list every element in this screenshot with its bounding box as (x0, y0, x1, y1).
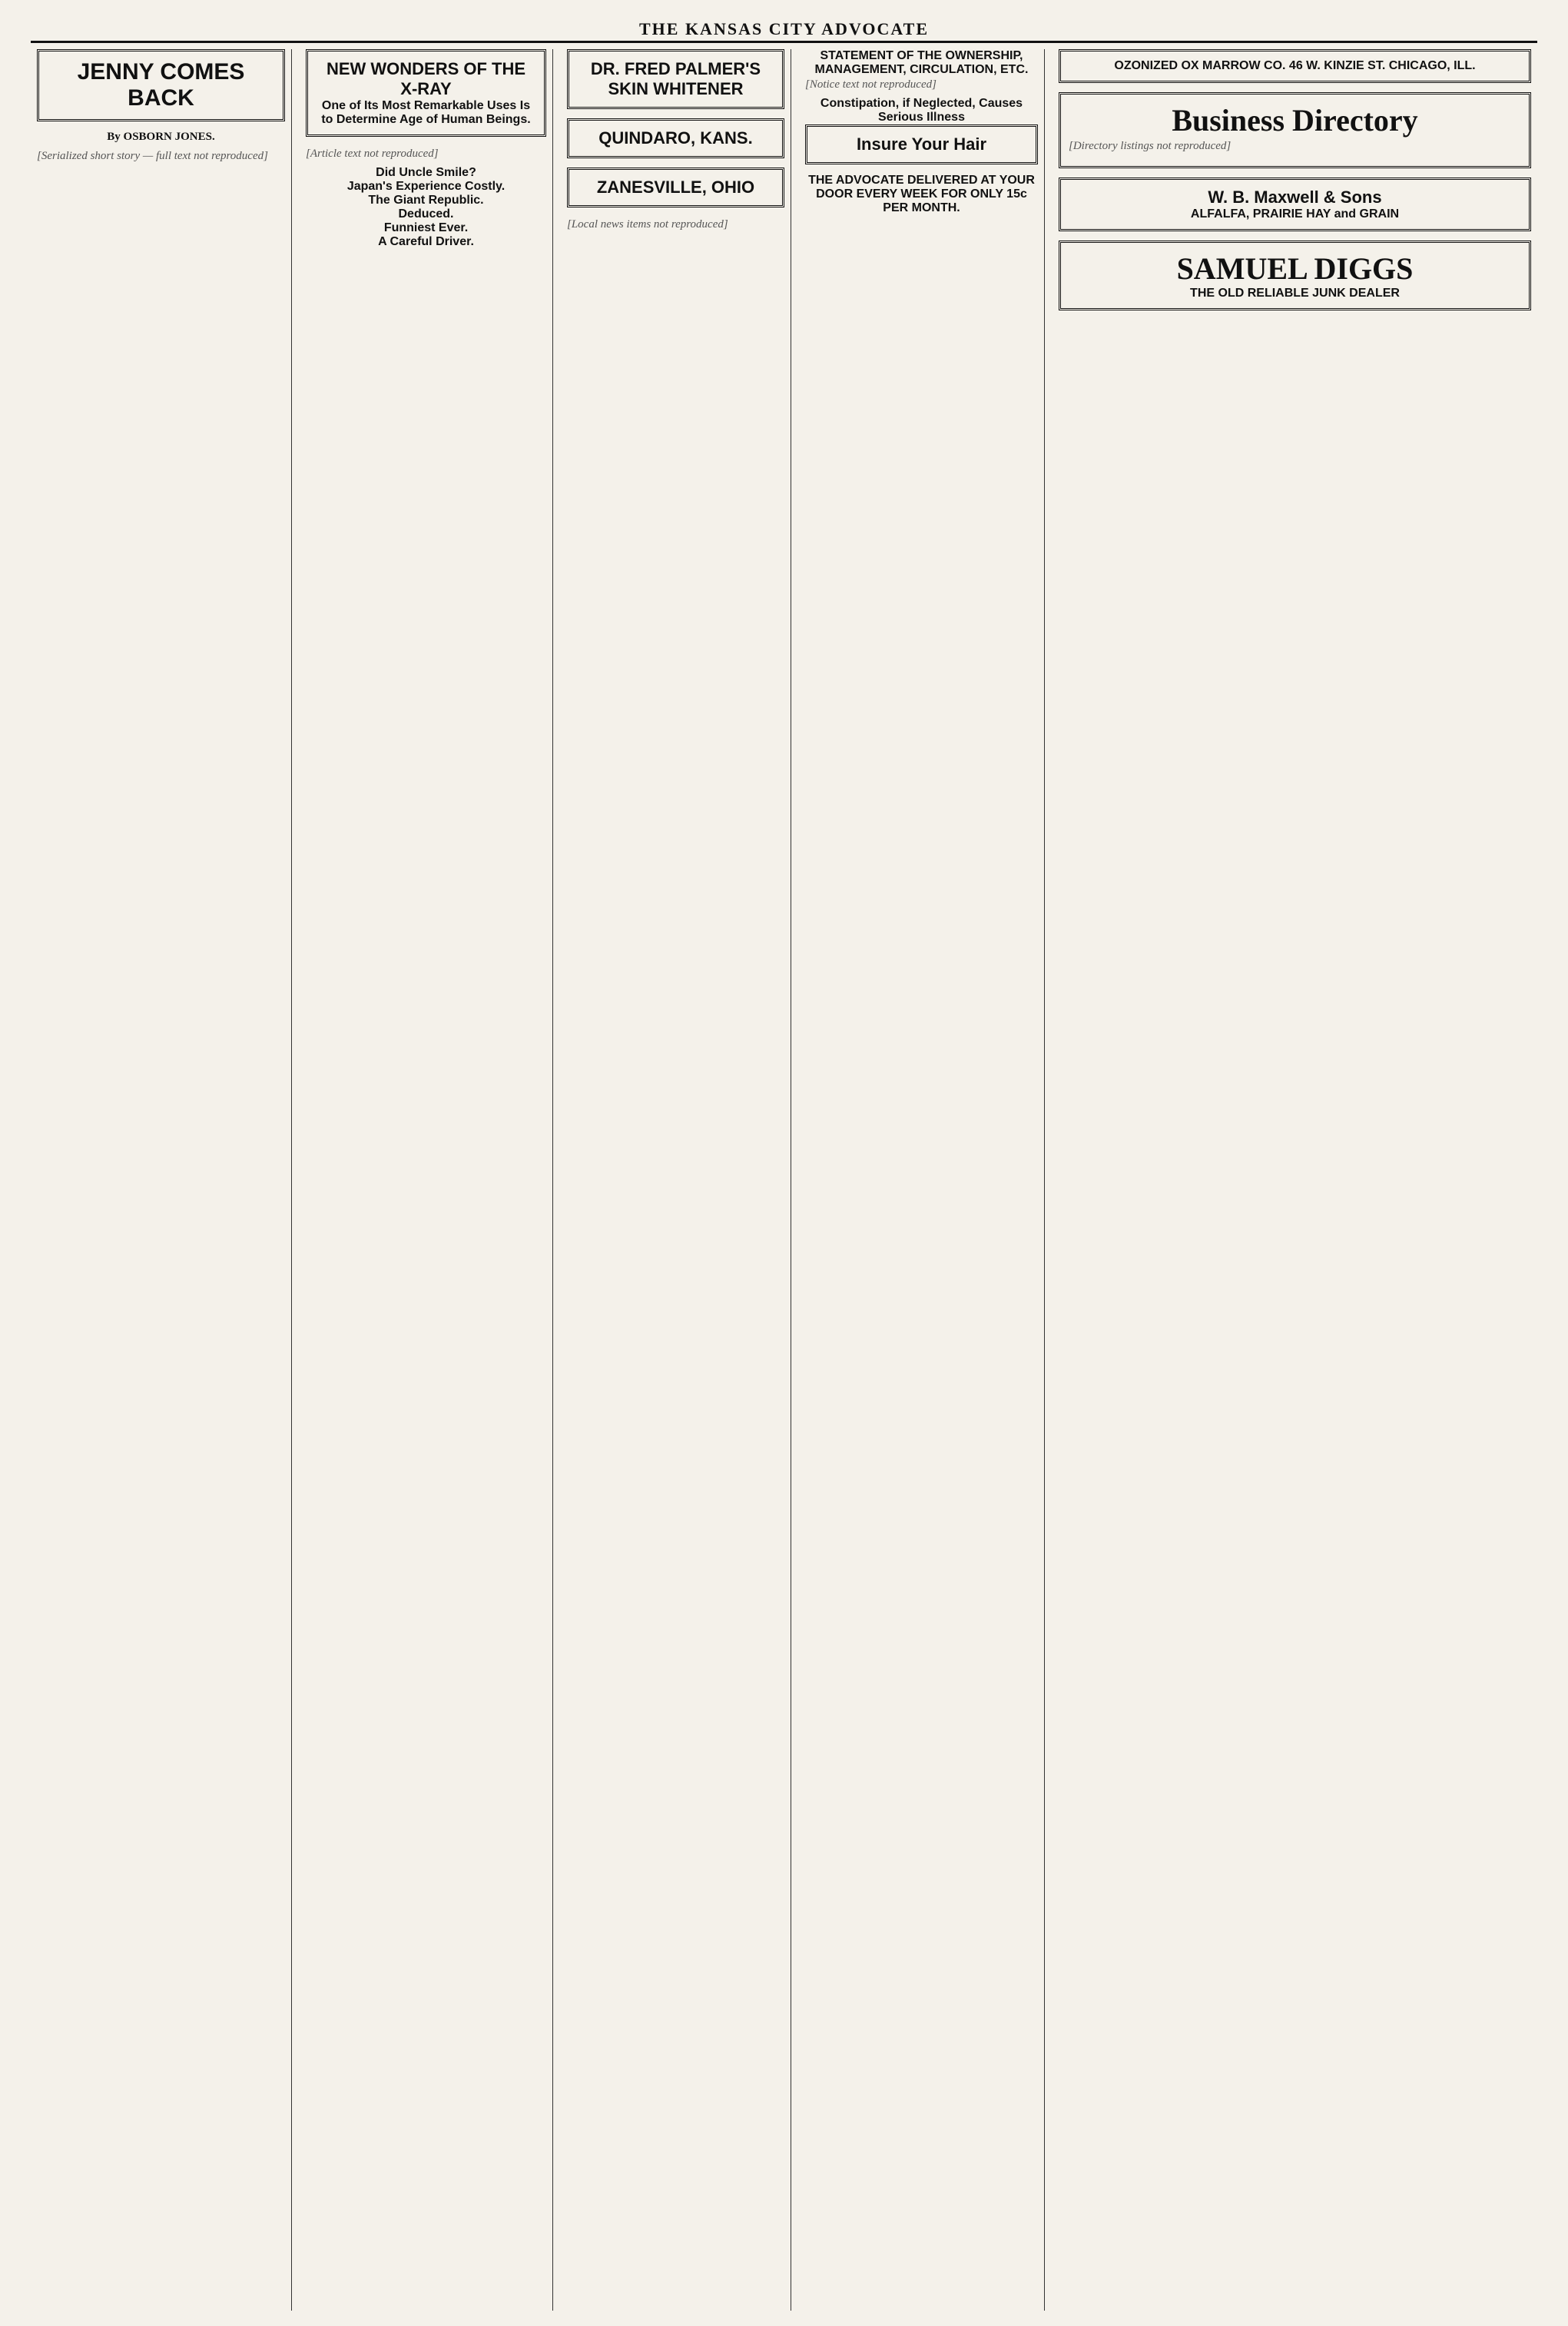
zanesville-title: ZANESVILLE, OHIO (596, 178, 755, 197)
zanesville-header (567, 168, 784, 207)
xray-header-box (306, 49, 546, 137)
story-body: [Serialized short story — full text not reproduced] (37, 150, 268, 162)
diggs-title: SAMUEL DIGGS (1176, 251, 1414, 287)
section-heading: Funniest Ever. (383, 221, 469, 235)
column-3 (561, 49, 791, 2311)
quindaro-title: QUINDARO, KANS. (598, 128, 753, 148)
column-1 (31, 49, 292, 2311)
section-heading: Deduced. (398, 207, 454, 221)
subscription-notice: THE ADVOCATE DELIVERED AT YOUR DOOR EVERY WEEK FOR ONLY 15c PER MONTH. (808, 174, 1035, 215)
newspaper-page (31, 15, 1537, 2311)
maxwell-title: W. B. Maxwell & Sons (1208, 187, 1382, 207)
diggs-subtitle: THE OLD RELIABLE JUNK DEALER (1190, 287, 1400, 300)
business-directory (1059, 92, 1531, 168)
constipation-title: Constipation, if Neglected, Causes Serious Illness (820, 97, 1023, 124)
columns (31, 49, 1537, 2311)
xray-body: [Article text not reproduced] (306, 148, 439, 160)
ownership-body: [Notice text not reproduced] (805, 78, 936, 91)
story-title: JENNY COMES BACK (77, 59, 245, 111)
skin-whitener-title: DR. FRED PALMER'S SKIN WHITENER (590, 59, 761, 98)
hair-title: Insure Your Hair (856, 134, 987, 154)
column-5 (1053, 49, 1537, 2311)
diggs-ad (1059, 241, 1531, 310)
skin-whitener-ad (567, 49, 784, 109)
column-2 (300, 49, 553, 2311)
fords-ad-footer: OZONIZED OX MARROW CO. 46 W. KINZIE ST. CHICAGO, ILL. (1114, 59, 1476, 72)
maxwell-ad (1059, 178, 1531, 231)
story-header-box (37, 49, 285, 121)
section-heading: Did Uncle Smile? (376, 166, 476, 180)
column-4 (799, 49, 1045, 2311)
hair-ad (805, 124, 1038, 164)
quindaro-header (567, 118, 784, 158)
story-byline: By OSBORN JONES. (107, 131, 215, 143)
local-news: [Local news items not reproduced] (567, 218, 728, 231)
ownership-title: STATEMENT OF THE OWNERSHIP, MANAGEMENT, CIRCULATION, ETC. (814, 49, 1029, 76)
section-heading: A Careful Driver. (378, 235, 474, 249)
directory-title: Business Directory (1172, 103, 1418, 138)
section-heading: Japan's Experience Costly. (346, 180, 506, 194)
xray-title: NEW WONDERS OF THE X-RAY (326, 59, 526, 98)
fords-ad (1059, 49, 1531, 83)
directory-note: [Directory listings not reproduced] (1069, 140, 1232, 152)
xray-subtitle: One of Its Most Remarkable Uses Is to Determine Age of Human Beings. (321, 99, 531, 126)
section-heading: The Giant Republic. (368, 194, 484, 207)
maxwell-subtitle: ALFALFA, PRAIRIE HAY and GRAIN (1190, 207, 1400, 221)
masthead: THE KANSAS CITY ADVOCATE (31, 15, 1537, 43)
